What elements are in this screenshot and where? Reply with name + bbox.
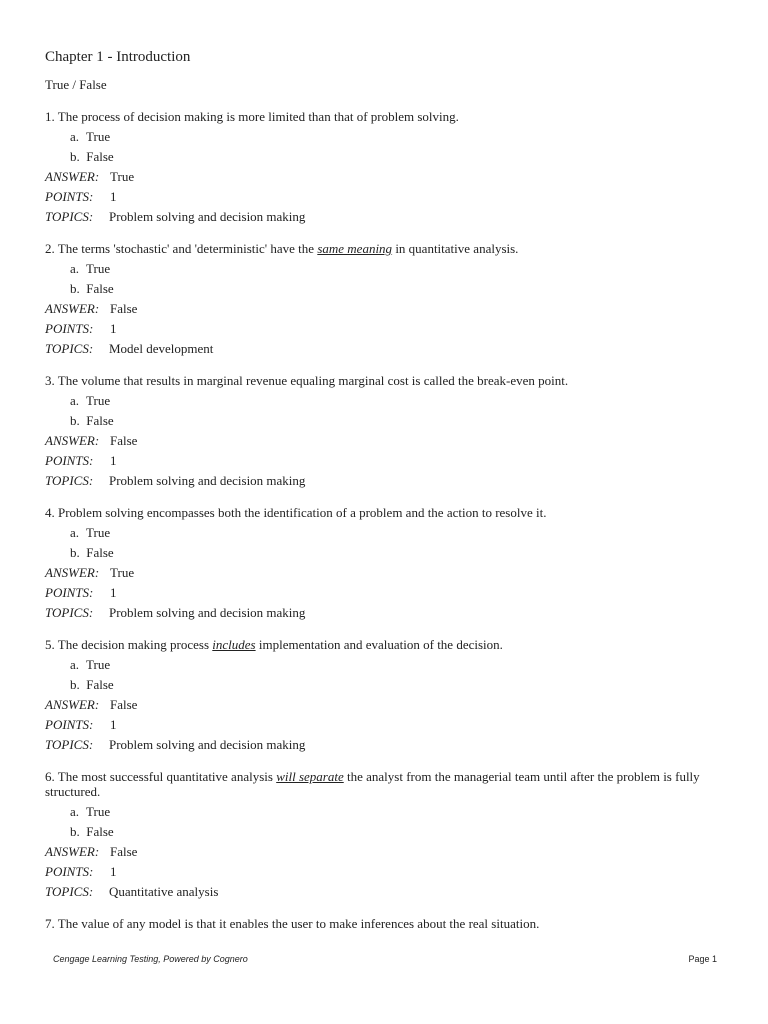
question-number: 2. [45, 241, 55, 256]
answer-option [45, 127, 735, 147]
answer-option [45, 147, 735, 167]
emphasized-phrase: same meaning [317, 241, 393, 256]
emphasized-phrase: will separate [276, 769, 344, 784]
answer-value: True [110, 565, 135, 580]
answer-label: ANSWER: [45, 433, 100, 448]
option-letter: a. [70, 657, 80, 672]
question-text-part: Problem solving encompasses both the identification of a problem and the action to resolve it. [58, 505, 547, 520]
answer-option [45, 675, 735, 695]
topics-row [45, 882, 735, 902]
topics-value: Problem solving and decision making [109, 605, 306, 620]
points-row [45, 187, 735, 207]
option-letter: a. [70, 525, 80, 540]
question-number: 4. [45, 505, 55, 520]
question-text [45, 505, 735, 520]
option-text: True [86, 129, 111, 144]
question-7 [45, 916, 735, 931]
points-row [45, 862, 735, 882]
question-text-part: The process of decision making is more limited than that of problem solving. [57, 109, 459, 124]
footer-credit: Cengage Learning Testing, Powered by Cognero [53, 954, 248, 964]
document-page [45, 47, 735, 945]
answer-option [45, 279, 735, 299]
question-text-part: in quantitative analysis. [392, 241, 519, 256]
question-2 [45, 241, 735, 359]
answer-row [45, 842, 735, 862]
option-text: False [86, 281, 114, 296]
question-number: 5. [45, 637, 55, 652]
question-text [45, 916, 735, 931]
option-letter: a. [70, 804, 80, 819]
answer-row [45, 431, 735, 451]
page-footer [53, 954, 717, 964]
question-5 [45, 637, 735, 755]
points-label: POINTS: [45, 864, 94, 879]
topics-label: TOPICS: [45, 473, 94, 488]
emphasized-phrase: includes [212, 637, 256, 652]
points-row [45, 319, 735, 339]
option-letter: a. [70, 261, 80, 276]
option-text: True [86, 261, 111, 276]
topics-label: TOPICS: [45, 341, 94, 356]
answer-row [45, 299, 735, 319]
points-label: POINTS: [45, 717, 94, 732]
points-value: 1 [110, 585, 117, 600]
option-text: False [86, 413, 114, 428]
points-value: 1 [110, 189, 117, 204]
answer-option [45, 523, 735, 543]
topics-value: Problem solving and decision making [109, 737, 306, 752]
option-text: False [86, 545, 114, 560]
points-row [45, 583, 735, 603]
topics-label: TOPICS: [45, 737, 94, 752]
question-4 [45, 505, 735, 623]
question-text [45, 241, 735, 256]
answer-option [45, 259, 735, 279]
question-text [45, 769, 735, 799]
option-letter: a. [70, 393, 80, 408]
section-title: True / False [45, 77, 107, 92]
option-letter: b. [70, 824, 80, 839]
question-list [45, 109, 735, 931]
topics-value: Problem solving and decision making [109, 209, 306, 224]
topics-value: Problem solving and decision making [109, 473, 306, 488]
answer-value: False [110, 697, 138, 712]
chapter-title: Chapter 1 - Introduction [45, 49, 191, 65]
answer-option [45, 391, 735, 411]
points-value: 1 [110, 453, 117, 468]
answer-value: True [110, 169, 135, 184]
answer-value: False [110, 844, 138, 859]
answer-value: False [110, 433, 138, 448]
topics-value: Model development [109, 341, 214, 356]
question-text-part: implementation and evaluation of the decision. [255, 637, 503, 652]
topics-row [45, 339, 735, 359]
page-number: Page 1 [688, 954, 717, 964]
question-text-part: the analyst from the managerial team until after the problem is fully structured. [45, 769, 700, 799]
question-text [45, 637, 735, 652]
option-text: False [86, 824, 114, 839]
topics-row [45, 735, 735, 755]
option-text: False [86, 149, 114, 164]
answer-row [45, 695, 735, 715]
question-text-part: The most successful quantitative analysis [57, 769, 277, 784]
points-value: 1 [110, 717, 117, 732]
option-text: False [86, 677, 114, 692]
topics-label: TOPICS: [45, 209, 94, 224]
answer-option [45, 411, 735, 431]
question-number: 3. [45, 373, 55, 388]
question-text-part: The volume that results in marginal revenue equaling marginal cost is called the break-even point. [57, 373, 569, 388]
answer-option [45, 802, 735, 822]
points-label: POINTS: [45, 453, 94, 468]
question-1 [45, 109, 735, 227]
option-letter: b. [70, 281, 80, 296]
answer-label: ANSWER: [45, 301, 100, 316]
question-text-part: The decision making process [57, 637, 213, 652]
topics-label: TOPICS: [45, 605, 94, 620]
answer-label: ANSWER: [45, 565, 100, 580]
option-letter: a. [70, 129, 80, 144]
answer-label: ANSWER: [45, 844, 100, 859]
points-label: POINTS: [45, 585, 94, 600]
question-3 [45, 373, 735, 491]
points-label: POINTS: [45, 189, 94, 204]
answer-option [45, 543, 735, 563]
option-letter: b. [70, 149, 80, 164]
option-text: True [86, 525, 111, 540]
answer-label: ANSWER: [45, 697, 100, 712]
answer-row [45, 563, 735, 583]
answer-value: False [110, 301, 138, 316]
answer-option [45, 655, 735, 675]
option-letter: b. [70, 413, 80, 428]
question-number: 6. [45, 769, 55, 784]
points-value: 1 [110, 321, 117, 336]
option-text: True [86, 393, 111, 408]
topics-row [45, 207, 735, 227]
question-number: 1. [45, 109, 55, 124]
option-text: True [86, 657, 111, 672]
topics-row [45, 471, 735, 491]
question-text-part: The value of any model is that it enables the user to make inferences about the real situation. [57, 916, 540, 931]
answer-row [45, 167, 735, 187]
points-label: POINTS: [45, 321, 94, 336]
question-text [45, 373, 735, 388]
option-text: True [86, 804, 111, 819]
topics-value: Quantitative analysis [109, 884, 219, 899]
points-value: 1 [110, 864, 117, 879]
answer-option [45, 822, 735, 842]
answer-label: ANSWER: [45, 169, 100, 184]
question-text [45, 109, 735, 124]
question-6 [45, 769, 735, 902]
points-row [45, 715, 735, 735]
question-text-part: The terms 'stochastic' and 'deterministic' have the [57, 241, 318, 256]
topics-row [45, 603, 735, 623]
option-letter: b. [70, 545, 80, 560]
option-letter: b. [70, 677, 80, 692]
topics-label: TOPICS: [45, 884, 94, 899]
question-number: 7. [45, 916, 55, 931]
points-row [45, 451, 735, 471]
